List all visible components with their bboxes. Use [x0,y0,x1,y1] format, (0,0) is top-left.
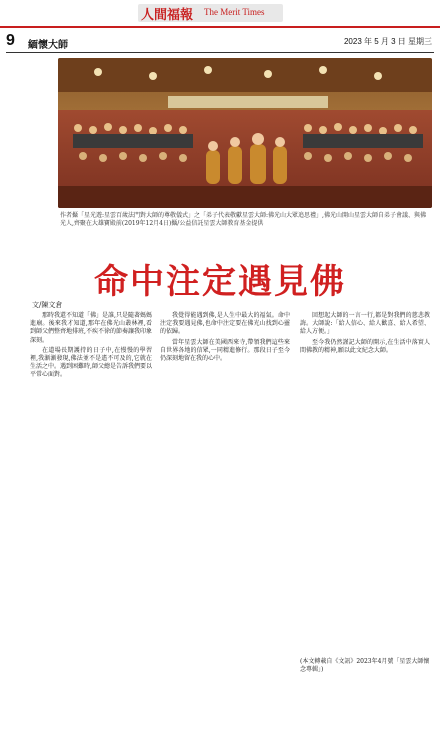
paragraph: 至今我仍然謹記大師的開示,在生活中落實人間佛教的精神,願以此文紀念大師。 [300,338,430,354]
paragraph: 我覺得能遇到佛,是人生中最大的福氣。命中注定我要遇見佛,也命中注定要在佛光山找到心靈的依歸。 [160,312,290,336]
logo-name-cn: 人間福報 [141,8,194,23]
article-column-2 [160,312,290,712]
paragraph: 在道場長期護持的日子中,在慢慢的學習裡,我漸漸發現,佛法並不是遙不可及的,它就在生活之中。遇到困難時,師父總是告訴我們要以平常心面對。 [30,346,152,379]
page-number: 9 [6,32,15,49]
ceremony-photo [58,58,432,208]
logo-name-en: The Merit Times [204,7,265,17]
source-note: (本文轉載自《文訊》2023年4月號「星雲大師懷念專輯」) [300,658,430,673]
issue-date: 2023 年 5 月 3 日 星期三 [343,37,432,46]
photo-caption: 作者攝「星光遊:星雲百歲法門對大師的尊敬儀式」之「弟子代表敬獻星雲大師:佛光山大眾追思禮」,佛光山開山星雲大師自弟子會議、與佛光人,齊聚在大雄寶殿前(2019年12月4日)攝/公益信託星雲大師教育基金提供 [60,212,426,227]
page-header [0,30,440,52]
header-divider [6,52,434,53]
article-byline: 文/陳文倉 [32,301,63,309]
newspaper-logo [138,4,283,22]
masthead [0,0,440,28]
paragraph: 當年星雲大師在美國西來寺,帶領我們這些來自世界各地的信眾,一同精進修行。那段日子至今仍深刻地留在我的心中。 [160,338,290,363]
masthead-rule [0,26,440,28]
ceremony-photo-image [58,58,432,208]
article-column-1 [30,312,152,712]
paragraph: 那時我還不知道「佛」是誰,只是隨著媽媽進廟。後來我才知道,那年在佛光山叢林裡,看到師父們整齊地排班,不疾不徐的節奏讓我印象深刻。 [30,312,152,344]
section-title: 緬懷大師 [28,40,68,51]
article-headline: 命中注定遇見佛 [94,262,346,302]
article-column-3 [300,312,430,652]
paragraph: 回想起大師的一言一行,都是對我們的慈悲教誨。大師說:「給人信心、給人歡喜、給人希望、給人方便。」 [300,312,430,336]
photo-left-margin [8,60,56,210]
